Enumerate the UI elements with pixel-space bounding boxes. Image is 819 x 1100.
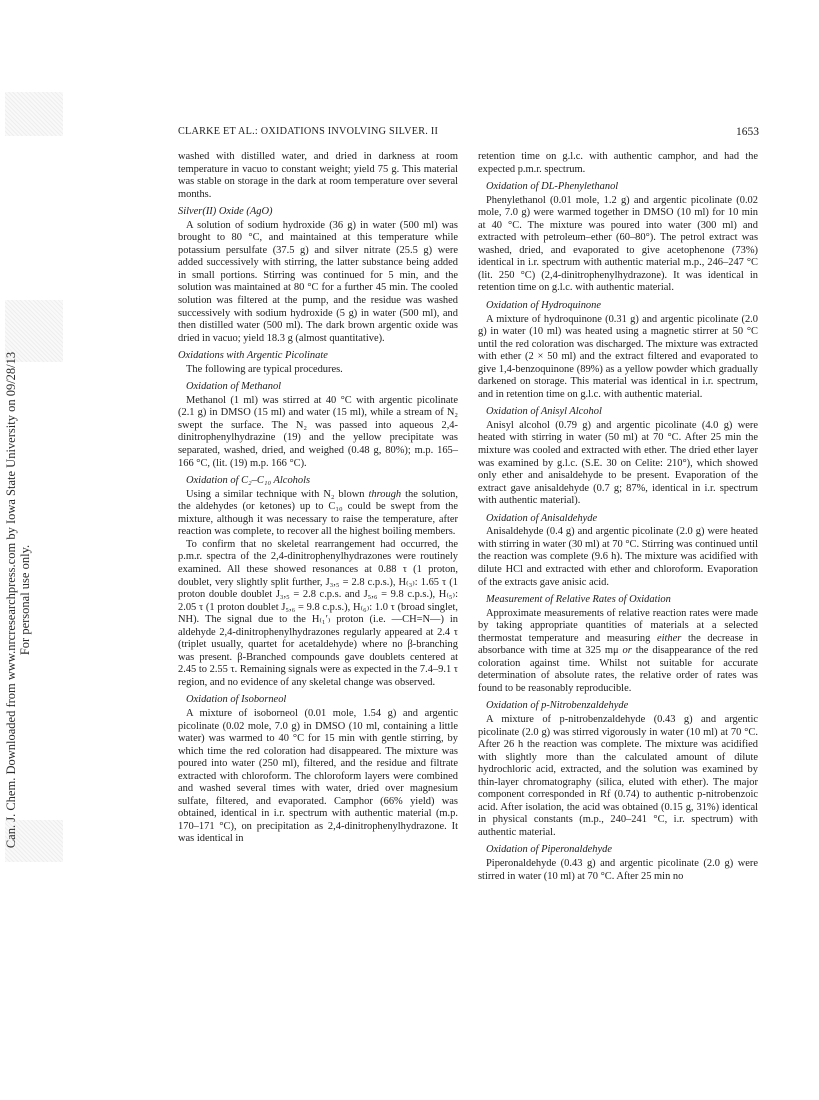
download-watermark <box>4 100 32 1100</box>
emphasis: through <box>368 488 402 500</box>
subsection-heading: Measurement of Relative Rates of Oxidation <box>486 594 671 606</box>
paragraph: Phenylethanol (0.01 mole, 1.2 g) and argentic picolinate (0.02 mole, 7.0 g) were warmed together in DMSO (10 ml) for 10 min at 40 °C. The mixture was poured into water (300 ml) and extracted with petroleum–ether (60–80°). The petrol extract was washed, dried, and evaporated to give acetophenone (73%) identical in i.r. spectrum with authentic material m.p., 246–247 °C (lit. 250 °C) (2,4-dinitrophenylhydrazone). It was identical in retention time on g.l.c. with authentic material. <box>478 194 758 294</box>
page-number: 1653 <box>736 126 759 138</box>
subsection-heading: Oxidation of Hydroquinone <box>486 300 601 312</box>
subsection-heading: Oxidation of Anisyl Alcohol <box>486 406 602 418</box>
paragraph: A mixture of isoborneol (0.01 mole, 1.54 g) and argentic picolinate (0.02 mole, 7.0 g) in DMSO (10 ml, containing a little water) was warmed to 40 °C for 15 min with gentle stirring, by which time the red coloration had disappeared. The mixture was poured into water (250 ml), filtered, and the residue and filtrate extracted with chloroform. The chloroform layers were combined and washed several times with water, dried over magnesium sulfate, filtered, and evaporated. Camphor (66% yield) was obtained, identical in i.r. spectrum with authentic material (m.p. 170–171 °C), on precipitation as 2,4-dinitrophenylhydrazone. It was identical in <box>178 707 458 845</box>
section-heading: Oxidations with Argentic Picolinate <box>178 350 328 362</box>
paragraph: washed with distilled water, and dried in darkness at room temperature in vacuo to constant weight; yield 75 g. This material was stable on storage in the dark at room temperature over several months. <box>178 151 458 200</box>
text-run: the disappearance of the red coloration against time. Whilst not suitable for accurate determination of absolute rates, the relative order of rates was found to be reasonably reproducible. <box>478 645 758 694</box>
paragraph: A mixture of p-nitrobenzaldehyde (0.43 g) and argentic picolinate (2.0 g) was stirred vigorously in water (10 ml) at 70 °C. After 26 h the reaction was complete. The mixture was acidified with slightly more than the calculated amount of dilute hydrochloric acid, extracted, and the solution was examined by thin-layer chromatography (silica, eluted with ether). The major component corresponded in Rf (0.74) to authentic p-nitrobenzoic acid. After isolation, the acid was obtained (0.15 g, 31%) identical in physical constants (m.p., 240–241 °C, i.r. spectrum) with authentic material. <box>478 713 758 838</box>
emphasis: or <box>622 645 632 657</box>
subsection-heading: Oxidation of Piperonaldehyde <box>486 844 612 856</box>
paragraph: Methanol (1 ml) was stirred at 40 °C with argentic picolinate (2.1 g) in DMSO (15 ml) and water (15 ml), while a stream of N₂ swept the surface. The N₂ was passed into aqueous 2,4-dinitrophenylhydrazine (19) and the yellow precipitate was separated, washed, dried, and weighed (0.48 g, 80%); m.p. 165–166 °C, (lit. (19) m.p. 166 °C). <box>178 394 458 469</box>
paragraph: Piperonaldehyde (0.43 g) and argentic picolinate (2.0 g) were stirred in water (10 ml) at 70 °C. After 25 min no <box>478 857 758 882</box>
subsection-heading: Oxidation of p-Nitrobenzaldehyde <box>486 700 629 712</box>
paragraph <box>178 489 458 539</box>
paragraph: The following are typical procedures. <box>186 363 343 375</box>
subsection-heading: Oxidation of DL-Phenylethanol <box>486 181 619 193</box>
subsection-heading: Oxidation of C₂–C₁₀ Alcohols <box>186 475 311 487</box>
paragraph: A solution of sodium hydroxide (36 g) in water (500 ml) was brought to 80 °C, and maintained at this temperature while potassium persulfate (37.5 g) and silver nitrate (25.5 g) were added successively with stirring, the latter substance being added in small portions. Stirring was continued for 5 min, and the solution was maintained at 80 °C for a further 45 min. The cooled solution was filtered at the pump, and the residue was washed successively with sodium hydroxide (5 g) in water (500 ml), and then distilled water (500 ml). The dark brown argentic oxide was dried in vacuo; yield 18.3 g (almost quantitative). <box>178 219 458 344</box>
watermark-line-2: For personal use only. <box>18 544 32 656</box>
text-run: the decrease in absorbance with time at 325 mμ <box>478 632 759 657</box>
text-run: Using a similar technique with N₂ blown <box>186 488 365 500</box>
text-run: the solution, the aldehydes (or ketones) up to C₁₀ could be swept from the mixture, although it was necessary to raise the temperature, after reaction was complete, to recover all the highest boiling members. <box>178 488 459 538</box>
subsection-heading: Oxidation of Methanol <box>186 381 282 393</box>
emphasis: either <box>656 632 682 644</box>
subsection-heading: Oxidation of Isoborneol <box>186 694 287 706</box>
running-title: CLARKE ET AL.: OXIDATIONS INVOLVING SILVER. II <box>178 126 439 137</box>
paragraph: Anisaldehyde (0.4 g) and argentic picolinate (2.0 g) were heated with stirring in water (30 ml) at 70 °C. Stirring was continued until the reaction was complete (9.6 h). The mixture was acidified with dilute HCl and extracted with ether and chloroform. Evaporation of the extracts gave anisic acid. <box>478 526 758 588</box>
paragraph <box>478 608 758 696</box>
right-column <box>478 151 758 883</box>
section-heading: Silver(II) Oxide (AgO) <box>178 206 273 218</box>
paragraph: retention time on g.l.c. with authentic camphor, and had the expected p.m.r. spectrum. <box>478 151 758 175</box>
text-run: Approximate measurements of relative reaction rates were made by taking appropriate quantities of materials at a selected thermostat temperature and measuring <box>478 607 758 644</box>
paragraph: To confirm that no skeletal rearrangement had occurred, the p.m.r. spectra of the 2,4-dinitrophenylhydrazones were routinely examined. All these showed resonances at 0.88 τ (1 proton, doublet, very slightly split further, J₃,₅ = 2.8 c.p.s.), H₍₃₎: 1.65 τ (1 proton double doublet J₃,₅ = 2.8 c.p.s. and J₅,₆ = 9.8 c.p.s.), H₍₅₎: 2.05 τ (1 proton doublet J₅,₆ = 9.8 c.p.s.), H₍₆₎: 1.0 τ (broad singlet, NH). The signal due to the H₍₁′₎ proton (i.e. —CH=N—) in aldehyde 2,4-dinitrophenylhydrazones regularly appeared at 2.4 τ (triplet usually, quartet for acetaldehyde) where no β-branching was present. β-Branched compounds gave doublets centered at 2.45 to 2.55 τ. Remaining signals were as expected in the 7.4–9.1 τ region, and no evidence of any skeletal change was observed. <box>178 538 458 688</box>
paragraph: Anisyl alcohol (0.79 g) and argentic picolinate (4.0 g) were heated with stirring in water (50 ml) at 70 °C. After 25 min the mixture was cooled and extracted with ether. The dried ether layer was examined by g.l.c. (S.E. 30 on Celite: 210°), which showed only ether and anisaldehyde to be present. Evaporation of the extract gave anisaldehyde (0.7 g; 87%, identical in i.r. spectrum with authentic material). <box>478 419 758 507</box>
subsection-heading: Oxidation of Anisaldehyde <box>486 512 598 524</box>
paragraph: A mixture of hydroquinone (0.31 g) and argentic picolinate (2.0 g) in water (10 ml) was heated using a magnetic stirrer at 50 °C until the red coloration was discharged. The mixture was extracted with ether (2 × 50 ml) and the extract filtered and evaporated to give 1,4-benzoquinone (89%) as a yellow powder which gradually darkened on storage. This material was identical in i.r. spectrum, and in retention time on g.l.c. with authentic material. <box>478 313 758 400</box>
left-column <box>178 151 458 846</box>
watermark-line-1: Can. J. Chem. Downloaded from www.nrcresearchpress.com by Iowa State University on 09/28/13 <box>4 351 18 849</box>
